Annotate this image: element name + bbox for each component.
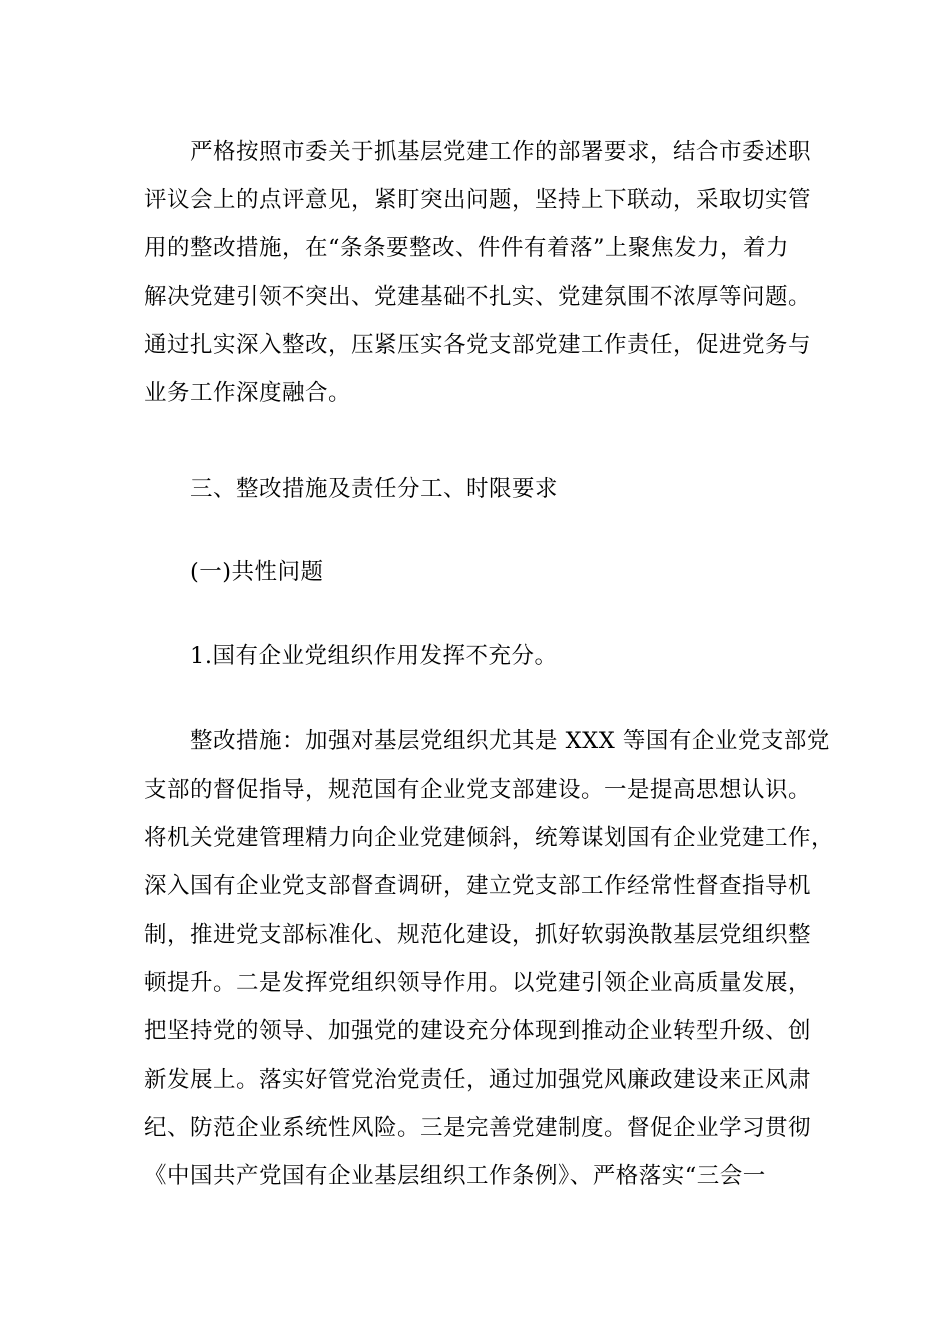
paragraph-1-line-4: 解决党建引领不突出、党建基础不扎实、党建氛围不浓厚等问题。 [144,284,812,310]
paragraph-1-line-1: 严格按照市委关于抓基层党建工作的部署要求，结合市委述职 [190,139,812,165]
paragraph-2-line-4: 深入国有企业党支部督查调研，建立党支部工作经常性督查指导机 [144,873,812,899]
paragraph-1-line-5: 通过扎实深入整改，压紧压实各党支部党建工作责任，促进党务与 [144,332,812,358]
paragraph-2-line-3: 将机关党建管理精力向企业党建倾斜，统筹谋划国有企业党建工作， [144,825,835,851]
paragraph-2-line-2: 支部的督促指导，规范国有企业党支部建设。一是提高思想认识。 [144,777,812,803]
subsection-heading: (一)共性问题 [190,559,324,585]
paragraph-1-line-2: 评议会上的点评意见，紧盯突出问题，坚持上下联动，采取切实管 [144,187,812,213]
paragraph-2-line-6: 顿提升。二是发挥党组织领导作用。以党建引领企业高质量发展， [144,970,812,996]
paragraph-2-line-1: 整改措施：加强对基层党组织尤其是 XXX 等国有企业党支部党 [190,728,830,754]
paragraph-1-line-6: 业务工作深度融合。 [144,380,352,406]
paragraph-2-line-7: 把坚持党的领导、加强党的建设充分体现到推动企业转型升级、创 [144,1018,812,1044]
paragraph-2-line-9: 纪、防范企业系统性风险。三是完善党建制度。督促企业学习贯彻 [144,1115,812,1141]
item-heading: 1.国有企业党组织作用发挥不充分。 [190,643,558,669]
section-heading: 三、整改措施及责任分工、时限要求 [190,476,559,502]
paragraph-2-line-5: 制，推进党支部标准化、规范化建设，抓好软弱涣散基层党组织整 [144,922,812,948]
paragraph-2-line-8: 新发展上。落实好管党治党责任，通过加强党风廉政建设来正风肃 [144,1067,812,1093]
paragraph-1-line-3: 用的整改措施，在“条条要整改、件件有着落”上聚焦发力，着力 [144,235,790,261]
paragraph-2-line-10: 《中国共产党国有企业基层组织工作条例》、严格落实“三会一 [144,1163,766,1189]
